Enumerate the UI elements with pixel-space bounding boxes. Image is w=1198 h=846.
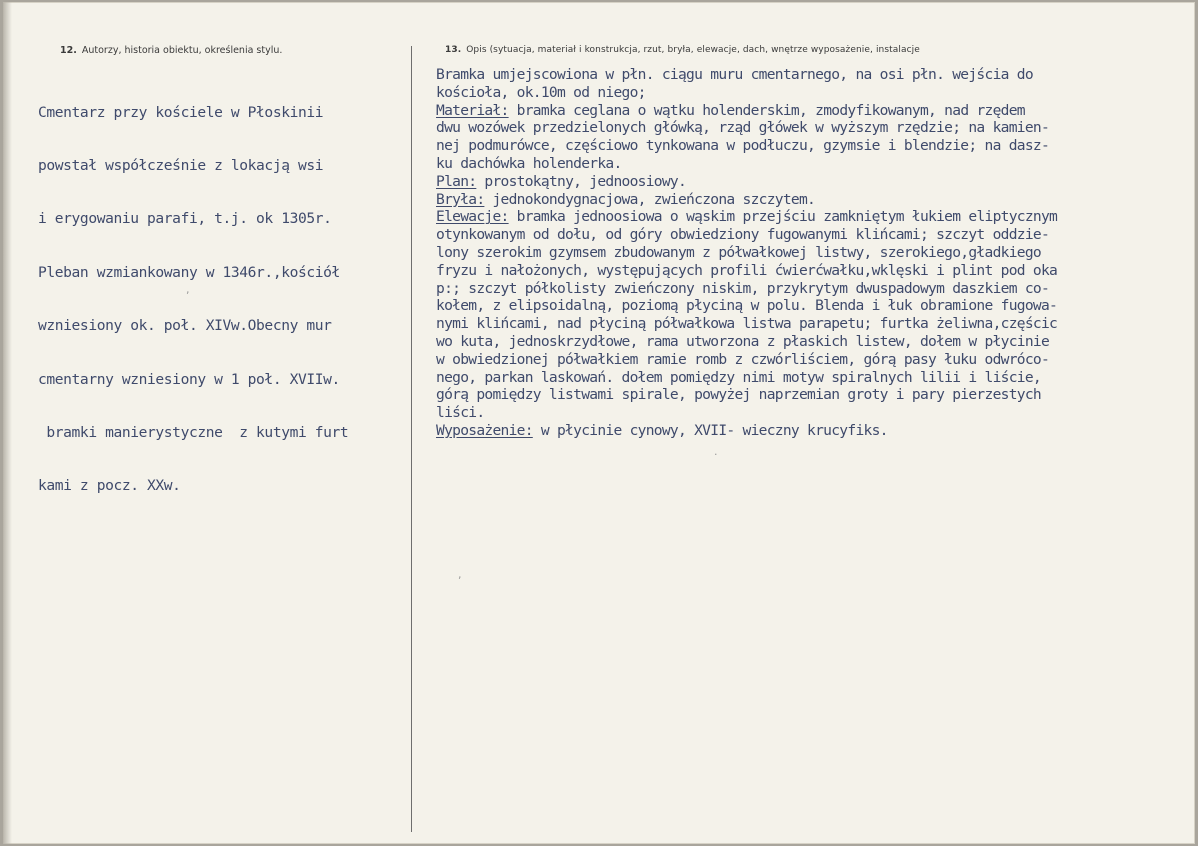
description-text: w obwiedzionej półwałkiem ramie romb z czwórliściem, górą pasy łuku odwróco- [436,350,1050,368]
column-divider [411,46,412,832]
description-line [436,208,1057,226]
description-line [436,155,1057,173]
description-text: p:; szczyt półkolisty zwieńczony niskim, przykrytym dwuspadowym daszkiem co- [436,279,1050,297]
description-text: nymi klińcami, nad płyciną półwałkowa listwa parapetu; furtka żeliwna,częścic [436,315,1058,333]
description-line [436,351,1057,369]
description-text: dwu wozówek przedzielonych główką, rząd główek w wyższym rzędzie; na kamien- [436,119,1050,137]
description-text: w płycinie cynowy, XVII- wieczny krucyfiks. [532,421,888,439]
description-line [436,244,1057,262]
section-12-header [60,45,282,56]
description-text: jednokondygnacjowa, zwieńczona szczytem. [484,190,816,208]
description-text: ku dachówka holenderka. [436,154,622,172]
description-line [436,102,1057,120]
description-line [436,369,1057,387]
section-13-number: 13. [445,45,462,55]
description-text: kołem, z elipsoidalną, poziomą płyciną w polu. Blenda i łuk obramione fugowa- [436,297,1058,315]
description-line [436,226,1057,244]
description-text: lony szerokim gzymsem zbudowanym z półwałkowej listwy, szerokiego,gładkiego [436,243,1041,261]
description-line [436,333,1057,351]
history-line: Pleban wzmiankowany w 1346r.,kościół [38,263,340,281]
section-13-header [445,45,920,55]
stray-mark: , [458,568,462,581]
history-line: i erygowaniu parafi, t.j. ok 1305r. [38,210,332,228]
description-line [436,137,1057,155]
page-edge-shadow [3,2,12,844]
history-line: kami z pocz. XXw. [38,477,181,495]
description-field-label: Plan: [436,172,477,190]
description-line [436,315,1057,333]
description-field-label: Bryła: [436,190,485,208]
description-line [436,191,1057,209]
description-text: liści. [436,404,485,422]
description-text: otynkowanym od dołu, od góry obwiedziony fugowanymi klińcami; szczyt oddzie- [436,226,1050,244]
description-line [436,173,1057,191]
description-text: górą pomiędzy listwami spirale, powyżej naprzemian groty i pary pierzestych [436,386,1041,404]
history-line: bramki manierystyczne z kutymi furt [38,423,349,441]
description-text: fryzu i nałożonych, występujących profili ćwierćwałku,wklęski i plint pod oka [436,261,1058,279]
description-text: prostokątny, jednoosiowy. [476,172,687,190]
description-text: bramka ceglana o wątku holenderskim, zmodyfikowanym, nad rzędem [508,101,1025,119]
section-13-body [436,66,1057,440]
history-line: powstał współcześnie z lokacją wsi [38,156,324,174]
description-line [436,280,1057,298]
description-field-label: Wyposażenie: [436,421,533,439]
description-line [436,404,1057,422]
description-text: Bramka umjejscowiona w płn. ciągu muru cmentarnego, na osi płn. wejścia do [436,66,1033,83]
description-field-label: Materiał: [436,101,509,119]
description-text: wo kuta, jednoskrzydłowe, rama utworzona z płaskich listew, dołem w płycinie [436,332,1050,350]
description-line [436,422,1057,440]
description-text: kościoła, ok.10m od niego; [436,83,646,101]
description-text: nej podmurówce, częściowo tynkowana w podłuczu, gzymsie i blendzie; na dasz- [436,137,1050,155]
description-field-label: Elewacje: [436,208,509,226]
description-line [436,386,1057,404]
description-line [436,66,1057,84]
description-line [436,297,1057,315]
history-line: wzniesiony ok. poł. XIVw.Obecny mur [38,317,332,335]
description-line [436,84,1057,102]
description-line [436,119,1057,137]
description-line [436,262,1057,280]
history-line: cmentarny wzniesiony w 1 poł. XVIIw. [38,370,340,388]
stray-mark: , [186,283,190,296]
history-line: Cmentarz przy kościele w Płoskinii [38,103,324,121]
description-text: nego, parkan laskowań. dołem pomiędzy nimi motyw spiralnych lilii i liście, [436,368,1041,386]
section-12-number: 12. [60,45,77,56]
section-12-title: Autorzy, historia obiektu, określenia stylu. [81,45,283,56]
stray-mark: · [714,448,718,461]
section-12-body [38,68,348,513]
section-13-title: Opis (sytuacja, materiał i konstrukcja, rzut, bryła, elewacje, dach, wnętrze wyposażenie, instalacje [466,45,920,55]
description-text: bramka jednoosiowa o wąskim przejściu zamkniętym łukiem eliptycznym [508,208,1058,226]
